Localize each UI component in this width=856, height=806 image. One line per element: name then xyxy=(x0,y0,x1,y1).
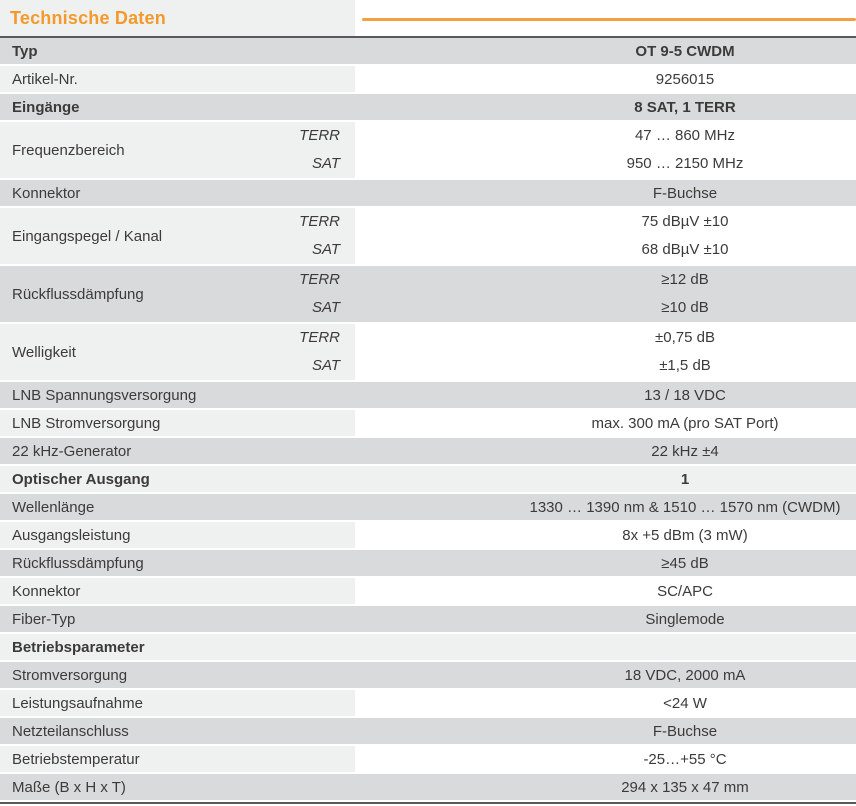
page-header xyxy=(0,0,856,36)
sub-label-terr: TERR xyxy=(299,213,340,230)
row-value: 8 SAT, 1 TERR xyxy=(634,98,736,116)
table-row xyxy=(0,324,856,382)
sub-label-sat: SAT xyxy=(311,155,340,172)
table-row xyxy=(0,410,856,438)
row-value-cell xyxy=(355,410,856,436)
section-row xyxy=(0,466,856,494)
row-label-cell xyxy=(0,606,355,632)
row-label-cell xyxy=(0,662,355,688)
row-label: Wellenlänge xyxy=(12,498,95,516)
table-row xyxy=(0,718,856,746)
row-label: Konnektor xyxy=(12,184,81,202)
row-label-cell xyxy=(0,578,355,604)
row-label: Rückflussdämpfung xyxy=(12,285,144,303)
row-value-cell xyxy=(355,718,856,744)
row-label-cell xyxy=(0,410,355,436)
row-label-cell xyxy=(0,38,355,64)
sub-label-sat: SAT xyxy=(311,241,340,258)
row-label-cell xyxy=(0,382,355,408)
table-row xyxy=(0,606,856,634)
table-row xyxy=(0,662,856,690)
row-value: F-Buchse xyxy=(652,722,718,740)
table-row xyxy=(0,578,856,606)
row-value: 47 … 860 MHz xyxy=(634,127,736,144)
table-row xyxy=(0,690,856,718)
row-label: Ausgangsleistung xyxy=(12,526,131,544)
row-value: 9256015 xyxy=(655,70,715,88)
table-row xyxy=(0,266,856,324)
row-label: LNB Stromversorgung xyxy=(12,414,161,432)
row-value-cell xyxy=(355,746,856,772)
row-value-cell xyxy=(355,690,856,716)
row-value: max. 300 mA (pro SAT Port) xyxy=(591,414,779,432)
row-value-cell xyxy=(355,634,856,660)
row-value-cell xyxy=(355,180,856,206)
row-label: Welligkeit xyxy=(12,343,76,361)
row-value-cell xyxy=(355,122,856,178)
sub-label-column xyxy=(299,266,355,322)
row-label-cell xyxy=(0,266,355,322)
sub-label-terr: TERR xyxy=(299,271,340,288)
row-label: Stromversorgung xyxy=(12,666,128,684)
row-label-cell xyxy=(0,94,355,120)
row-value-cell xyxy=(355,494,856,520)
row-label: Betriebstemperatur xyxy=(12,750,140,768)
row-value: 75 dBµV ±10 xyxy=(641,213,729,230)
row-value: 950 … 2150 MHz xyxy=(626,155,744,172)
table-row xyxy=(0,66,856,94)
table-row xyxy=(0,208,856,266)
row-label-cell xyxy=(0,438,355,464)
row-label: Eingänge xyxy=(12,98,80,116)
sub-label-terr: TERR xyxy=(299,127,340,144)
sub-label-sat: SAT xyxy=(311,357,340,374)
row-value-cell xyxy=(355,382,856,408)
row-label: Betriebsparameter xyxy=(12,638,145,656)
header-title-band xyxy=(0,0,355,36)
row-value: F-Buchse xyxy=(652,184,718,202)
row-value: ≥45 dB xyxy=(661,554,709,572)
row-label-cell xyxy=(0,522,355,548)
section-row xyxy=(0,634,856,662)
row-value-cell xyxy=(355,66,856,92)
table-row xyxy=(0,382,856,410)
row-label: Konnektor xyxy=(12,582,81,600)
sub-label-column xyxy=(299,122,355,178)
row-label-cell xyxy=(0,122,355,178)
table-row xyxy=(0,746,856,774)
row-label: Maße (B x H x T) xyxy=(12,778,126,796)
row-label: Fiber-Typ xyxy=(12,610,76,628)
row-label-cell xyxy=(0,466,355,492)
row-value: 18 VDC, 2000 mA xyxy=(624,666,746,684)
row-value: <24 W xyxy=(663,694,707,712)
row-value: ≥10 dB xyxy=(661,299,709,316)
row-value: 1330 … 1390 nm & 1510 … 1570 nm (CWDM) xyxy=(529,498,841,516)
row-value: 8x +5 dBm (3 mW) xyxy=(622,526,748,544)
row-value: -25…+55 °C xyxy=(643,750,727,768)
row-value: ≥12 dB xyxy=(661,271,709,288)
row-label: LNB Spannungsversorgung xyxy=(12,386,197,404)
row-value-cell xyxy=(355,94,856,120)
row-value-cell xyxy=(355,38,856,64)
row-value: ±1,5 dB xyxy=(659,357,711,374)
row-label: Eingangspegel / Kanal xyxy=(12,227,163,245)
table-row xyxy=(0,774,856,802)
row-value: 68 dBµV ±10 xyxy=(641,241,729,258)
sub-label-column xyxy=(299,324,355,380)
row-label: Frequenzbereich xyxy=(12,141,125,159)
row-label: Typ xyxy=(12,42,38,60)
row-value: SC/APC xyxy=(657,582,713,600)
row-label-cell xyxy=(0,634,355,660)
row-label: Optischer Ausgang xyxy=(12,470,150,488)
section-row xyxy=(0,94,856,122)
row-label-cell xyxy=(0,494,355,520)
row-label-cell xyxy=(0,66,355,92)
row-value: 1 xyxy=(680,470,690,488)
row-value-cell xyxy=(355,266,856,322)
row-value: 22 kHz ±4 xyxy=(651,442,719,460)
row-label: Leistungsaufnahme xyxy=(12,694,143,712)
row-value-cell xyxy=(355,550,856,576)
row-value-cell xyxy=(355,662,856,688)
table-row xyxy=(0,180,856,208)
bottom-divider xyxy=(0,802,856,804)
row-value-cell xyxy=(355,606,856,632)
header-right-band xyxy=(355,0,856,36)
row-label: Netzteilanschluss xyxy=(12,722,129,740)
row-value-cell xyxy=(355,438,856,464)
row-value-cell xyxy=(355,324,856,380)
spec-table xyxy=(0,38,856,802)
sub-label-terr: TERR xyxy=(299,329,340,346)
page-title: Technische Daten xyxy=(10,7,166,28)
table-row xyxy=(0,122,856,180)
row-label-cell xyxy=(0,208,355,264)
row-value: OT 9-5 CWDM xyxy=(635,42,735,60)
row-label-cell xyxy=(0,550,355,576)
row-label-cell xyxy=(0,774,355,800)
table-row xyxy=(0,494,856,522)
table-row xyxy=(0,550,856,578)
row-value: 294 x 135 x 47 mm xyxy=(621,778,749,796)
row-value-cell xyxy=(355,578,856,604)
row-label-cell xyxy=(0,718,355,744)
row-value-cell xyxy=(355,208,856,264)
sub-label-column xyxy=(299,208,355,264)
sub-label-sat: SAT xyxy=(311,299,340,316)
table-row xyxy=(0,522,856,550)
row-label: Artikel-Nr. xyxy=(12,70,78,88)
row-label-cell xyxy=(0,180,355,206)
row-label: 22 kHz-Generator xyxy=(12,442,132,460)
row-value: Singlemode xyxy=(645,610,725,628)
row-label-cell xyxy=(0,690,355,716)
row-value: ±0,75 dB xyxy=(655,329,715,346)
row-value: 13 / 18 VDC xyxy=(644,386,726,404)
section-row xyxy=(0,38,856,66)
row-value-cell xyxy=(355,522,856,548)
accent-rule xyxy=(362,18,856,21)
row-value-cell xyxy=(355,466,856,492)
row-label-cell xyxy=(0,324,355,380)
row-label-cell xyxy=(0,746,355,772)
row-label: Rückflussdämpfung xyxy=(12,554,144,572)
table-row xyxy=(0,438,856,466)
row-value-cell xyxy=(355,774,856,800)
